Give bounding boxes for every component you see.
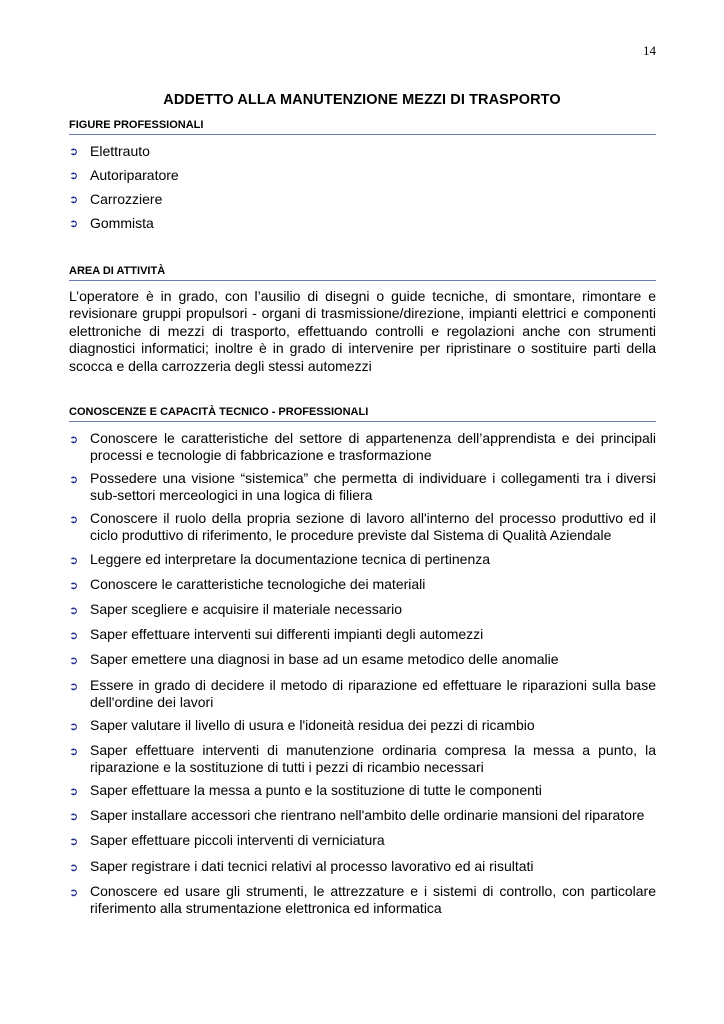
list-item: ➲ Saper effettuare interventi sui differenti impianti degli automezzi [69,626,656,645]
list-item: ➲ Conoscere le caratteristiche del settore di appartenenza dell’apprendista e dei principali processi e tecnologie di fabbricazione e trasformazione [69,430,656,463]
area-attivita-paragraph: L’operatore è in grado, con l’ausilio di disegni o guide tecniche, di smontare, rimontare e revisionare gruppi propulsori - organi di trasmissione/direzione, impianti elettrici e componenti elettroniche di mezzi di trasporto, effettuando controlli e regolazioni anche con strumenti diagnostici informatici; inoltre è in grado di intervenire per ripristinare o sostituire parti della scocca e della carrozzeria degli stessi automezzi [69,288,656,374]
list-item: ➲ Saper effettuare la messa a punto e la sostituzione di tutte le componenti [69,782,656,801]
list-item: ➲ Gommista [69,215,154,231]
circled-arrow-icon: ➲ [69,886,79,899]
circled-arrow-icon: ➲ [69,218,79,230]
circled-arrow-icon: ➲ [69,474,79,487]
page-number: 14 [643,43,656,58]
circled-arrow-icon: ➲ [69,194,79,206]
list-item: ➲ Conoscere il ruolo della propria sezione di lavoro all'interno del processo produttivo ed il ciclo produttivo di riferimento, le procedure previste dal Sistema di Qualità Aziendale [69,510,656,544]
circled-arrow-icon: ➲ [69,554,79,567]
section-heading-area-attivita: AREA DI ATTIVITÀ [69,265,656,281]
circled-arrow-icon: ➲ [69,146,79,158]
list-item: ➲ Elettrauto [69,143,150,159]
circled-arrow-icon: ➲ [69,655,79,668]
list-item: ➲ Saper scegliere e acquisire il materiale necessario [69,601,656,620]
list-item: ➲ Autoriparatore [69,167,179,183]
section-heading-figure-professionali: FIGURE PROFESSIONALI [69,119,656,135]
circled-arrow-icon: ➲ [69,811,79,824]
figure-professionali-list [69,142,656,238]
circled-arrow-icon: ➲ [69,745,79,758]
list-item: ➲ Conoscere ed usare gli strumenti, le attrezzature e i sistemi di controllo, con particolare riferimento alla strumentazione elettronica ed informatica [69,882,656,916]
list-item: ➲ Essere in grado di decidere il metodo di riparazione ed effettuare le riparazioni sulla base dell'ordine dei lavori [69,676,656,710]
circled-arrow-icon: ➲ [69,786,79,799]
circled-arrow-icon: ➲ [69,836,79,849]
document-title: ADDETTO ALLA MANUTENZIONE MEZZI DI TRASPORTO [163,92,561,108]
list-item: ➲ Carrozziere [69,191,163,207]
list-item: ➲ Leggere ed interpretare la documentazione tecnica di pertinenza [69,551,656,570]
list-item: ➲ Saper effettuare interventi di manutenzione ordinaria compresa la messa a punto, la riparazione e la sostituzione di tutti i pezzi di ricambio necessari [69,741,656,775]
list-item: ➲ Saper installare accessori che rientrano nell'ambito delle ordinarie mansioni del riparatore [69,807,656,826]
circled-arrow-icon: ➲ [69,680,79,693]
list-item: ➲ Possedere una visione “sistemica” che permetta di individuare i collegamenti tra i diversi sub-settori merceologici in una logica di filiera [69,470,656,504]
circled-arrow-icon: ➲ [69,720,79,733]
circled-arrow-icon: ➲ [69,170,79,182]
circled-arrow-icon: ➲ [69,861,79,874]
list-item: ➲ Saper effettuare piccoli interventi di verniciatura [69,832,656,851]
list-item: ➲ Saper valutare il livello di usura e l'idoneità residua dei pezzi di ricambio [69,717,656,736]
list-item: ➲ Saper registrare i dati tecnici relativi al processo lavorativo ed ai risultati [69,858,656,877]
list-item: ➲ Saper emettere una diagnosi in base ad un esame metodico delle anomalie [69,651,656,670]
circled-arrow-icon: ➲ [69,604,79,617]
circled-arrow-icon: ➲ [69,514,79,527]
list-item: ➲ Conoscere le caratteristiche tecnologiche dei materiali [69,576,656,595]
circled-arrow-icon: ➲ [69,630,79,643]
conoscenze-list [69,430,656,923]
circled-arrow-icon: ➲ [69,579,79,592]
circled-arrow-icon: ➲ [69,434,79,446]
section-heading-conoscenze: CONOSCENZE E CAPACITÀ TECNICO - PROFESSIONALI [69,406,656,422]
